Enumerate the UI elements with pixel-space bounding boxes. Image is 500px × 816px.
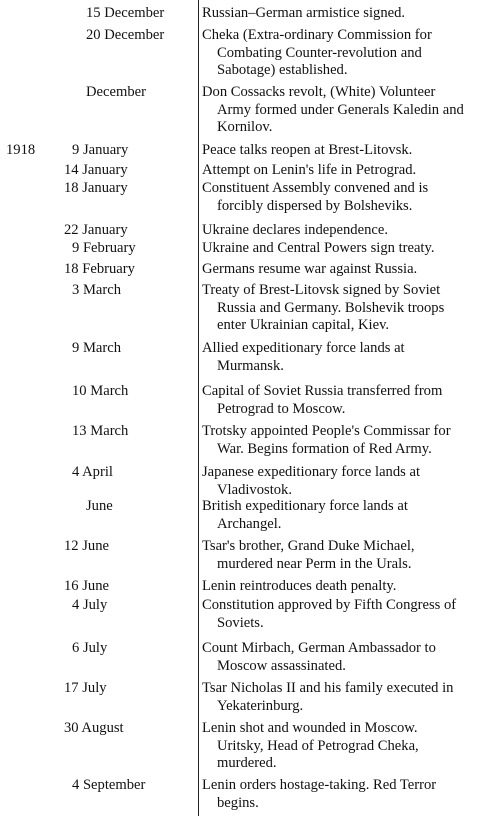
- event-line: Tsar Nicholas II and his family executed in: [202, 680, 454, 696]
- entry-date: 9 February: [72, 240, 136, 256]
- entry-date: 10 March: [72, 383, 129, 399]
- event-line: Treaty of Brest-Litovsk signed by Soviet: [202, 282, 441, 298]
- event-line: Ukraine and Central Powers sign treaty.: [202, 240, 435, 256]
- entry-date: June: [86, 498, 113, 514]
- entry-date: 16 June: [64, 578, 109, 594]
- entry-event: [202, 720, 498, 773]
- entry-date: 30 August: [64, 720, 124, 736]
- event-line: Russia and Germany. Bolshevik troops: [217, 299, 445, 316]
- entry-event: [202, 538, 498, 573]
- event-line: Count Mirbach, German Ambassador to: [202, 640, 436, 656]
- entry-event: [202, 597, 498, 632]
- entry-event: [202, 261, 498, 279]
- entry-date: 18 January: [64, 180, 128, 196]
- entry-date: 18 February: [64, 261, 135, 277]
- entry-event: [202, 240, 498, 258]
- event-line: Allied expeditionary force lands at: [202, 340, 405, 356]
- event-line: Japanese expeditionary force lands at: [202, 464, 421, 480]
- event-line: Sabotage) established.: [217, 62, 348, 79]
- event-line: murdered.: [217, 755, 277, 772]
- entry-event: [202, 383, 498, 418]
- event-line: Constitution approved by Fifth Congress of: [202, 597, 457, 613]
- column-divider: [198, 0, 199, 816]
- event-line: Archangel.: [217, 515, 282, 532]
- event-line: Don Cossacks revolt, (White) Volunteer: [202, 84, 436, 100]
- entry-event: [202, 142, 498, 160]
- entry-event: [202, 27, 498, 80]
- entry-date: 13 March: [72, 423, 129, 439]
- entry-date: December: [86, 84, 146, 100]
- entry-date: 9 March: [72, 340, 122, 356]
- entry-event: [202, 578, 498, 596]
- event-line: Combating Counter-revolution and: [217, 44, 422, 61]
- entry-date: 4 April: [72, 464, 113, 480]
- event-line: Ukraine declares independence.: [202, 222, 388, 238]
- entry-date: 15 December: [86, 5, 165, 21]
- event-line: Germans resume war against Russia.: [202, 261, 418, 277]
- event-line: Trotsky appointed People's Commissar for: [202, 423, 451, 439]
- event-line: Constituent Assembly convened and is: [202, 180, 429, 196]
- event-line: Lenin orders hostage-taking. Red Terror: [202, 777, 437, 793]
- entry-event: [202, 777, 498, 812]
- entry-date: 9 January: [72, 142, 129, 158]
- event-line: Attempt on Lenin's life in Petrograd.: [202, 162, 417, 178]
- event-line: begins.: [217, 794, 259, 811]
- entry-event: [202, 84, 498, 137]
- event-line: Army formed under Generals Kaledin and: [217, 101, 464, 118]
- event-line: Vladivostok.: [217, 481, 292, 498]
- event-line: Uritsky, Head of Petrograd Cheka,: [217, 737, 419, 754]
- entry-event: [202, 180, 498, 215]
- entry-date: 6 July: [72, 640, 108, 656]
- entry-event: [202, 423, 498, 458]
- event-line: Tsar's brother, Grand Duke Michael,: [202, 538, 415, 554]
- event-line: enter Ukrainian capital, Kiev.: [217, 317, 390, 334]
- event-line: Kornilov.: [217, 119, 273, 136]
- entry-event: [202, 680, 498, 715]
- entry-event: [202, 464, 498, 499]
- event-line: murdered near Perm in the Urals.: [217, 555, 412, 572]
- event-line: forcibly dispersed by Bolsheviks.: [217, 197, 413, 214]
- event-line: Lenin shot and wounded in Moscow.: [202, 720, 418, 736]
- entry-event: [202, 282, 498, 335]
- year-label: 1918: [6, 142, 36, 158]
- entry-date: 4 July: [72, 597, 108, 613]
- event-line: Capital of Soviet Russia transferred from: [202, 383, 443, 399]
- event-line: Moscow assassinated.: [217, 657, 346, 674]
- entry-event: [202, 222, 498, 240]
- entry-event: [202, 162, 498, 180]
- event-line: War. Begins formation of Red Army.: [217, 440, 432, 457]
- event-line: Peace talks reopen at Brest-Litovsk.: [202, 142, 413, 158]
- event-line: Petrograd to Moscow.: [217, 400, 346, 417]
- entry-event: [202, 5, 498, 23]
- entry-date: 14 January: [64, 162, 128, 178]
- entry-date: 4 September: [72, 777, 146, 793]
- entry-event: [202, 640, 498, 675]
- event-line: British expeditionary force lands at: [202, 498, 408, 514]
- event-line: Yekaterinburg.: [217, 697, 304, 714]
- entry-date: 20 December: [86, 27, 165, 43]
- entry-date: 17 July: [64, 680, 107, 696]
- entry-date: 12 June: [64, 538, 109, 554]
- entry-date: 3 March: [72, 282, 122, 298]
- entry-date: 22 January: [64, 222, 128, 238]
- event-line: Lenin reintroduces death penalty.: [202, 578, 397, 594]
- entry-event: [202, 340, 498, 375]
- event-line: Russian–German armistice signed.: [202, 5, 406, 21]
- entry-event: [202, 498, 498, 533]
- event-line: Murmansk.: [217, 357, 284, 374]
- event-line: Soviets.: [217, 614, 264, 631]
- event-line: Cheka (Extra-ordinary Commission for: [202, 27, 432, 43]
